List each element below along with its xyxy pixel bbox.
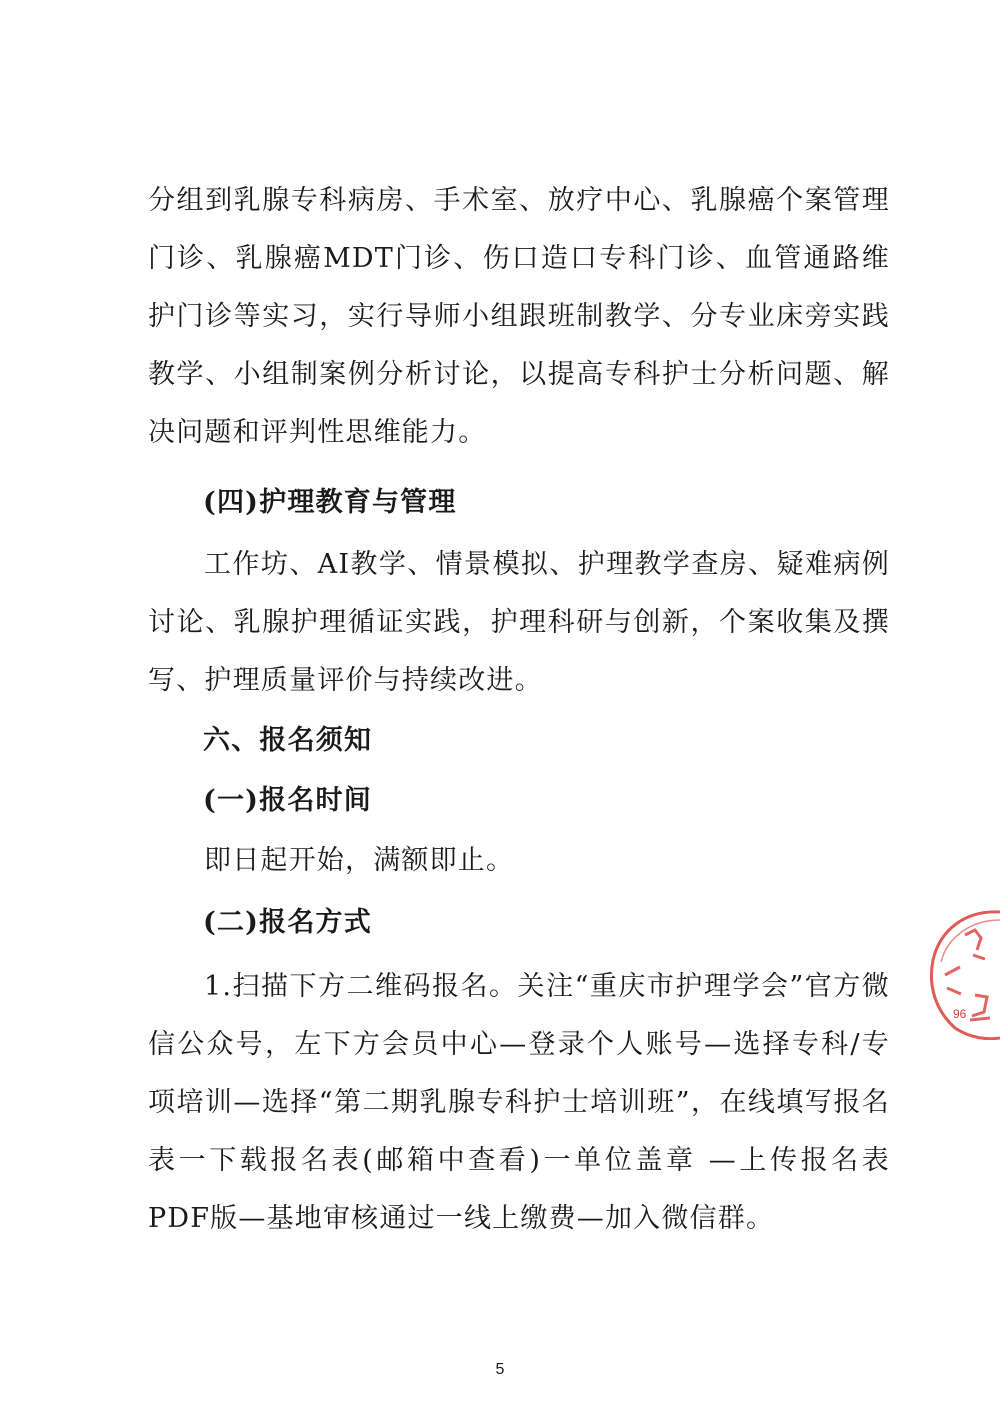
paragraph-education-content: 工作坊、AI教学、情景模拟、护理教学查房、疑难病例讨论、乳腺护理循证实践，护理科研与创新，个案收集及撰写、护理质量评价与持续改进。 — [148, 549, 890, 696]
heading-registration-method: (二)报名方式 — [203, 907, 372, 938]
heading-nursing-education: (四)护理教育与管理 — [203, 487, 457, 518]
page-number: 5 — [495, 1361, 505, 1378]
heading-registration-time: (一)报名时间 — [203, 785, 372, 816]
seal-number: 96 — [953, 1007, 967, 1021]
paragraph-practice: 分组到乳腺专科病房、手术室、放疗中心、乳腺癌个案管理门诊、乳腺癌MDT门诊、伤口造口专科门诊、血管通路维护门诊等实习，实行导师小组跟班制教学、分专业床旁实践教学、小组制案例分析讨论，以提高专科护士分析问题、解决问题和评判性思维能力。 — [148, 185, 890, 448]
paragraph-registration-time: 即日起开始，满额即止。 — [204, 845, 515, 876]
official-seal-stamp — [925, 900, 1000, 1040]
heading-registration-notice: 六、报名须知 — [203, 725, 373, 756]
paragraph-registration-method: 1.扫描下方二维码报名。关注“重庆市护理学会”官方微信公众号，左下方会员中心—登录个人账号—选择专科/专项培训—选择“第二期乳腺专科护士培训班”，在线填写报名表一下载报名表(邮箱中查看)一单位盖章 —上传报名表PDF版—基地审核通过一线上缴费—加入微信群。 — [148, 971, 890, 1234]
